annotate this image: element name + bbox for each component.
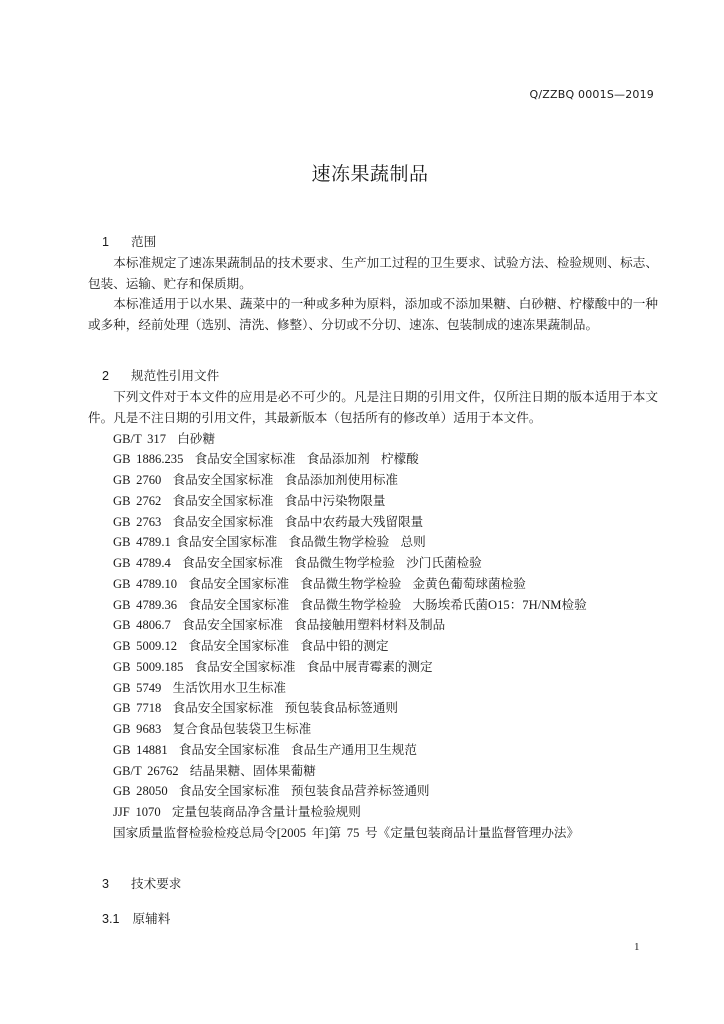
reference-item: GB 14881 食品安全国家标准 食品生产通用卫生规范 [113, 742, 417, 757]
page-number: 1 [634, 941, 640, 953]
section-2-title: 规范性引用文件 [131, 369, 220, 383]
reference-item: GB 5009.185 食品安全国家标准 食品中展青霉素的测定 [113, 659, 433, 674]
section-1-body [88, 253, 658, 336]
section-3-1-title: 原辅料 [132, 912, 171, 926]
reference-item: GB 7718 食品安全国家标准 预包装食品标签通则 [113, 701, 399, 716]
section-3-1-number: 3.1 [102, 912, 120, 926]
reference-item: GB 2760 食品安全国家标准 食品添加剂使用标准 [113, 473, 399, 487]
section-3-title: 技术要求 [131, 877, 182, 891]
section-1-title: 范围 [131, 235, 157, 249]
section-3-number: 3 [102, 877, 110, 891]
section-1-number: 1 [102, 235, 110, 249]
section-2-body [88, 387, 658, 844]
reference-item: GB 4789.10 食品安全国家标准 食品微生物学检验 金黄色葡萄球菌检验 [113, 576, 526, 591]
reference-item: GB 4806.7 食品安全国家标准 食品接触用塑料材料及制品 [113, 618, 446, 633]
reference-item: JJF 1070 定量包装商品净含量计量检验规则 [113, 805, 361, 819]
reference-item: GB/T 26762 结晶果糖、固体果葡糖 [113, 763, 316, 778]
document-code: Q/ZZBQ 0001S—2019 [529, 88, 654, 101]
reference-item: GB 9683 复合食品包装袋卫生标准 [113, 722, 312, 736]
reference-item: GB 4789.1 食品安全国家标准 食品微生物学检验 总则 [113, 535, 426, 550]
scope-paragraph: 本标准适用于以水果、蔬菜中的一种或多种为原料，添加或不添加果糖、白砂糖、柠檬酸中的一种或多种，经前处理（选别、清洗、修整）、分切或不分切、速冻、包装制成的速冻果蔬制品。 [88, 297, 658, 333]
reference-item: GB 1886.235 食品安全国家标准 食品添加剂 柠檬酸 [113, 452, 419, 467]
reference-item: GB 2763 食品安全国家标准 食品中农药最大残留限量 [113, 514, 424, 529]
document-title: 速冻果蔬制品 [311, 164, 429, 185]
scope-paragraph: 本标准规定了速冻果蔬制品的技术要求、生产加工过程的卫生要求、试验方法、检验规则、标志、包装、运输、贮存和保质期。 [88, 256, 658, 291]
reference-item: GB/T 317 白砂糖 [113, 431, 216, 446]
reference-list [88, 429, 658, 844]
section-3-1-heading [88, 895, 170, 943]
reference-item: 国家质量监督检验检疫总局令[2005 年]第 75 号《定量包装商品计量监督管理办法》 [113, 825, 580, 840]
section-2-number: 2 [102, 369, 110, 383]
reference-item: GB 5749 生活饮用水卫生标准 [113, 680, 286, 695]
references-intro-paragraph: 下列文件对于本文件的应用是必不可少的。凡是注日期的引用文件，仅所注日期的版本适用于本文件。凡是不注日期的引用文件，其最新版本（包括所有的修改单）适用于本文件。 [88, 390, 658, 425]
reference-item: GB 2762 食品安全国家标准 食品中污染物限量 [113, 493, 386, 508]
reference-item: GB 4789.4 食品安全国家标准 食品微生物学检验 沙门氏菌检验 [113, 556, 482, 570]
reference-item: GB 28050 食品安全国家标准 预包装食品营养标签通则 [113, 784, 430, 799]
reference-item: GB 5009.12 食品安全国家标准 食品中铅的测定 [113, 639, 389, 653]
reference-item: GB 4789.36 食品安全国家标准 食品微生物学检验 大肠埃希氏菌O15：7H/NM检验 [113, 597, 587, 612]
